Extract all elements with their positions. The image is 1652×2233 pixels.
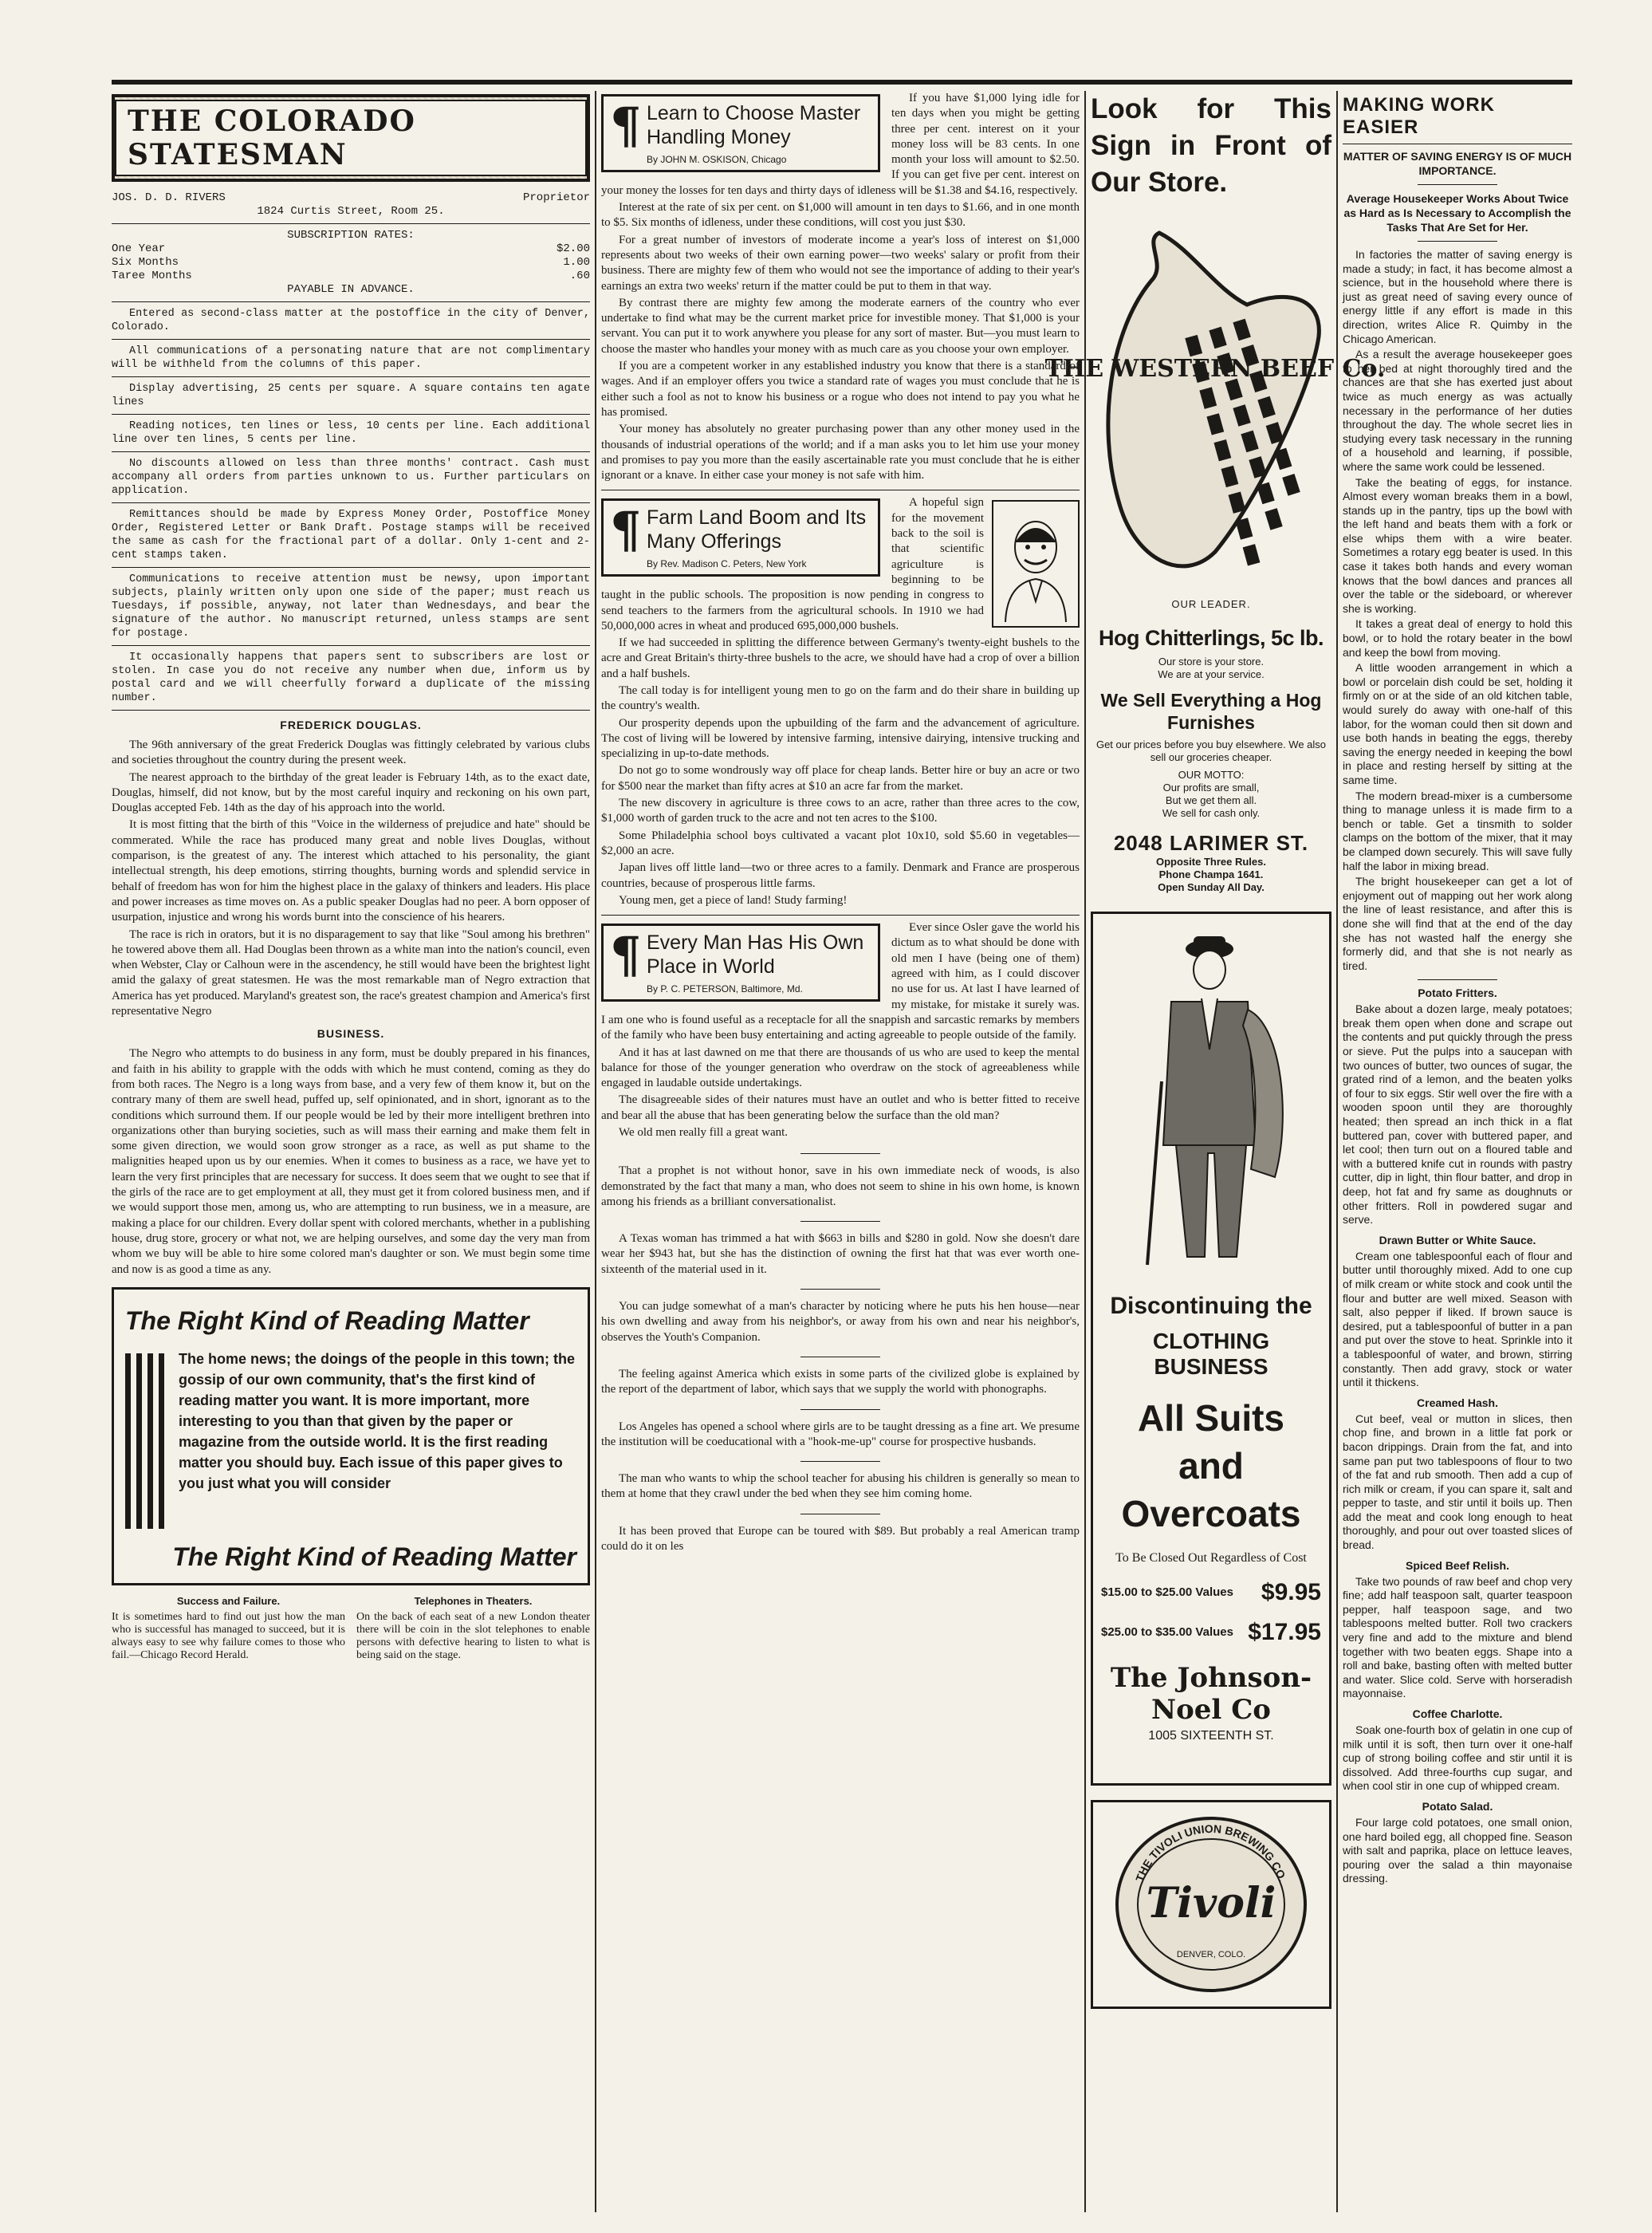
paragraph: If you are a competent worker in any established industry you know that there is a standard of wages. And if an employer offers you twice a standard rate of wages you must conclude that he is either such a fool as not to know his business or a rogue who does not intend to pay you what he has promised. (601, 360, 1080, 419)
rate-row (112, 270, 590, 283)
chitterlings-offer: Hog Chitterlings, 5c lb. (1098, 626, 1324, 650)
work-subheading: MATTER OF SAVING ENERGY IS OF MUCH IMPORTANCE. (1343, 150, 1572, 177)
column-articles (601, 91, 1080, 2212)
recipe-text: Cut beef, veal or mutton in slices, then chop fine, and brown in a little fat pork or bacon drippings. Drain from the fat, and into same pan put two tablespoons of flour to two of the fat and rub smooth. Then add a cup of rich milk or cream, if you can spare it, salt and pepper to taste, and stir until it boils up. Then add the meat and cook long enough to heat thoroughly, and pour out over toasted slices of bread. (1343, 1412, 1572, 1552)
rate-term: One Year (112, 242, 166, 255)
short-paragraph: The feeling against America which exists in some parts of the civilized globe is explained by the report of the department of labor, which says that we supply the world with phonographs. (601, 1367, 1080, 1396)
price-range: $15.00 to $25.00 Values (1101, 1585, 1233, 1599)
paragraph: The disagreeable sides of their natures must have an outlet and who is better fitted to receive and bear all the abuse that has been generating below the surface than the old man? (601, 1093, 1080, 1122)
paragraph: The call today is for intelligent young men to go on the farm and do their share in building up the country's wealth. (601, 683, 1080, 713)
notice: All communications of a personating nature that are not complimentary will be withheld from the columns of this paper. (112, 345, 590, 371)
paragraph: A little wooden arrangement in which a bowl or porcelain dish could be set, holding it firmly on or at the side of an old kitchen table, would surely do away with one-half of this labor, for the woman could then sit down and use both hands in beating the eggs, thereby saving the energy needed in keeping the bowl in place and resting herself by sitting at the same time. (1343, 661, 1572, 786)
work-article (1343, 248, 1572, 973)
pilcrow-icon: ¶ (610, 501, 642, 560)
prices-line: Get our prices before you buy elsewhere. We also sell our groceries cheaper. (1095, 738, 1327, 763)
recipes (1343, 987, 1572, 1886)
column-rule (1084, 91, 1086, 2212)
tivoli-ad (1091, 1800, 1331, 2009)
recipe-title: Coffee Charlotte. (1412, 1707, 1503, 1720)
reading-ad-body: The home news; the doings of the people in this town; the gossip of our own community, that's the first kind of reading matter you want. It is more important, more interesting to you than that given by the paper or magazine from the outside world. It is the first reading matter you should buy. Each issue of this paper gives to you just what you will consider (179, 1350, 575, 1491)
publisher-role: Proprietor (522, 191, 590, 204)
paragraph: Take the beating of eggs, for instance. Almost every woman breaks them in a bowl, stands up in the pantry, tips up the bowl with the left hand and beats them with a fork or else whips them with a wire beater. Sometimes a rotary egg beater is used. In this case it takes both hands and every woman knows that the bowl dances and prances all over the table or the sideboard, or wherever she is working. (1343, 475, 1572, 615)
paragraph: Interest at the rate of six per cent. on $1,000 will amount in ten days to $1.66, and in one month to $5. Six months of idleness, under these conditions, will cost you just $30. (601, 201, 1080, 230)
short-paragraph: Los Angeles has opened a school where girls are to be taught dressing as a fine art. We presume the institution will be coeducational with a "hook-me-up" course for prospective husbands. (601, 1420, 1080, 1448)
douglas-article (112, 738, 590, 1019)
reading-ad-title-2: The Right Kind of Reading Matter (172, 1542, 576, 1571)
address-line: Opposite Three Rules. (1156, 856, 1266, 868)
closed-out: To Be Closed Out Regardless of Cost (1115, 1551, 1307, 1565)
recipe-title: Spiced Beef Relish. (1406, 1558, 1509, 1572)
paragraph: Some Philadelphia school boys cultivated a vacant plot 10x10, sold $5.60 in vegetables—$2,000 an acre. (601, 829, 1080, 857)
paragraph: The bright housekeeper can get a lot of enjoyment out of mapping out her work along the line of least resistance, and after this is done she will find that at the end of the day she has not wasted half the energy she formerly did, and that she is not nearly as tired. (1343, 875, 1572, 972)
paragraph: It takes a great deal of energy to hold this bowl, or to hold the rotary beater in the bowl and keep the bowl from moving. (1343, 617, 1572, 659)
telephones-item (356, 1595, 590, 1662)
clothing-line-2: CLOTHING BUSINESS (1152, 1329, 1270, 1379)
sign-text: THE WESTERN BEEF Co. (1044, 355, 1386, 383)
notice: It occasionally happens that papers sent to subscribers are lost or stolen. In case you do not receive any number when due, inform us by postal card and we will cheerfully forward a duplicate of the missing number. (112, 652, 590, 704)
motto-line: Our profits are small, (1162, 782, 1260, 794)
motto-heading: OUR MOTTO: (1178, 769, 1245, 781)
store-line: We are at your service. (1158, 668, 1265, 680)
paragraph: Young men, get a piece of land! Study farming! (619, 893, 848, 907)
paragraph: Your money has absolutely no greater purchasing power than any other money used in the thousands of industrial operations of the world; and if a man asks you to let him use your money and promises to pay you more than the easily ascertainable rate you must conclude that he is either ignorant or a knave. In either case your money is not safe with him. (601, 423, 1080, 482)
short-paragraphs (601, 1153, 1080, 1554)
subscription-rates (112, 242, 590, 283)
telephones-body: On the back of each seat of a new London theater there will be coin in the slot telephones to enable persons with defective hearing to listen to what is being said on the stage. (356, 1610, 590, 1661)
rate-row (112, 256, 590, 270)
paragraph: The new discovery in agriculture is three cows to an acre, rather than three acres to the cow, $1,000 worth of garden truck to the acre and not ten acres to the $100. (601, 797, 1080, 825)
paragraph: The 96th anniversary of the great Frederick Douglas was fittingly celebrated by various clubs and societies throughout the country during the present week. (112, 738, 590, 767)
farm-title-box (601, 498, 880, 577)
rate-price: 1.00 (563, 256, 590, 269)
money-title-box (601, 94, 880, 172)
paragraph: By contrast there are mighty few among the moderate earners of the country who ever undertake to find what may be the current market price for investible money. That $1,000 is your servant. You can put it to work anywhere you please for any sort of master. But—you must learn to choose the master who handles your money with as much care as you choose your own employer. (601, 296, 1080, 356)
column-rule (1336, 91, 1338, 2212)
price-range: $25.00 to $35.00 Values (1101, 1625, 1233, 1639)
clothing-line-1: Discontinuing the (1110, 1293, 1312, 1319)
rate-price: .60 (569, 270, 590, 282)
column-ads (1044, 91, 1386, 2212)
short-paragraph: The man who wants to whip the school teacher for abusing his children is generally so mean to them at home that they crawl under the bed when they see him coming home. (601, 1472, 1080, 1501)
sell-everything: We Sell Everything a Hog Furnishes (1100, 690, 1322, 733)
paragraph: In factories the matter of saving energy is made a study; in fact, it has become almost a science, but in the household where there is just as great need of saving every ounce of energy little if any effort is made in this direction, writes Alice R. Quimby in the Chicago American. (1343, 248, 1572, 345)
paragraph: The modern bread-mixer is a cumbersome thing to manage unless it is made firm to a bench or table. Get a tinsmith to solder clamps on the bottom of the mixer, that it may be clamped down securely. This will save fully half the labor in mixing bread. (1343, 789, 1572, 872)
notices (112, 307, 590, 711)
success-title: Success and Failure. (176, 1594, 281, 1607)
paragraph: Ever since Osler gave the world his dictum as to what should be done with old men I have (being one of them) agreed with him, as I could discover no use for us. At last I have learned of my mistake, for mistake it surely was. I am one who is found useful as a receptacle for all the snappish and sarcastic remarks by members of the family who have been busy entertaining and acting agreeable to people outside of the family. (601, 921, 1080, 1042)
work-deck: Average Housekeeper Works About Twice as Hard as Is Necessary to Accomplish the Tasks That Are Set for Her. (1343, 192, 1571, 234)
payable-notice: PAYABLE IN ADVANCE. (287, 283, 415, 296)
money-byline: By JOHN M. OSKISON, Chicago (647, 154, 787, 165)
paragraph: Our prosperity depends upon the upbuilding of the farm and the advancement of agriculture. The cost of living will be lowered by intensive farming, intensive dairying, intensive trucking and specializing in up-to-date methods. (601, 716, 1080, 761)
business-heading: BUSINESS. (317, 1027, 385, 1041)
success-item (112, 1595, 345, 1662)
business-article (112, 1046, 590, 1277)
beef-ad-headline: Look for This Sign in Front of Our Store. (1091, 93, 1331, 198)
short-paragraph: A Texas woman has trimmed a hat with $663 in bills and $280 in gold. Now she doesn't dare wear her $943 hat, but she has the distinction of owning the first hat that was ever worth one-sixteenth of the material used in it. (601, 1232, 1080, 1276)
gentleman-illustration (1101, 922, 1321, 1273)
recipe-title: Creamed Hash. (1417, 1396, 1498, 1409)
address-line: Phone Champa 1641. (1158, 868, 1264, 880)
address-line: Open Sunday All Day. (1158, 881, 1265, 893)
top-rule (112, 80, 1572, 85)
recipe-text: Soak one-fourth box of gelatin in one cup of milk until it is soft, then turn over it one-half cup of strong boiling coffee and stir until it is dissolved. Add three-fourths cup sugar, and when cool stir in one cup of whipped cream. (1343, 1723, 1572, 1793)
newspaper-page (112, 80, 1572, 2217)
work-heading: MAKING WORK EASIER (1343, 94, 1495, 138)
money-title: Learn to Choose Master Handling Money (647, 102, 861, 148)
douglas-heading: FREDERICK DOUGLAS. (280, 719, 422, 731)
success-body: It is sometimes hard to find out just how the man who is successful has managed to succeed, but it is always easy to see why failure comes to those who fail.—Chicago Record Herald. (112, 1610, 345, 1661)
tivoli-brand: Tivoli (1146, 1879, 1276, 1928)
portrait-illustration (992, 500, 1080, 628)
bars-decoration (125, 1349, 164, 1529)
sale-price: $9.95 (1261, 1579, 1321, 1605)
farm-byline: By Rev. Madison C. Peters, New York (647, 558, 807, 570)
recipe-text: Four large cold potatoes, one small onion, one hard boiled egg, all chopped fine. Season with salt and paprika, place on lettuce leaves, pouring over the salad a thin mayonaise dressing. (1343, 1815, 1572, 1885)
reading-ad-title: The Right Kind of Reading Matter (125, 1306, 529, 1335)
everyman-title: Every Man Has His Own Place in World (647, 931, 864, 979)
store-line: Our store is your store. (1158, 656, 1265, 668)
short-paragraph: You can judge somewhat of a man's character by noticing where he puts his hen house—near his own dwelling and away from his neighbor's, or away from his own and near his neighbor's, observes the Youth's Companion. (601, 1300, 1080, 1344)
paragraph: If we had succeeded in splitting the difference between Germany's twenty-eight bushels to the acre and Great Britain's thirty-three bushels to the acre, we should have had a crop of over a billion and a half bushels. (601, 636, 1080, 680)
column-rule (595, 91, 596, 2212)
beef-address: 2048 LARIMER ST. (1113, 831, 1309, 855)
farm-title: Farm Land Boom and Its Many Offerings (647, 506, 867, 553)
store-name: The Johnson-Noel Co (1110, 1662, 1312, 1726)
masthead-title: THE COLORADO STATESMAN (115, 100, 587, 176)
column-editorial (112, 91, 590, 2212)
notice: Remittances should be made by Express Money Order, Postoffice Money Order, Registered Letter or Bank Draft. Postage stamps will be received the same as cash for the fractional part of a dollar. Only 1-cent and 2-cent stamps taken. (112, 509, 590, 561)
sale-price: $17.95 (1248, 1619, 1321, 1645)
short-paragraph: It has been proved that Europe can be toured with $89. But probably a real American tramp could do it on les (601, 1524, 1080, 1554)
recipe-text: Take two pounds of raw beef and chop very fine; add half teaspoon salt, quarter teaspoon pepper, half teaspoon sage, and two tablespoons melted butter. Roll two crackers very fine and add to the mixture and blend together with two beaten eggs. Shape into a roll and bake, basting often with melted butter and water. Slice cold. Serve with horseradish mayonnaise. (1343, 1574, 1572, 1700)
paragraph: The race is rich in orators, but it is no disparagement to say that like "Soul among his brethren" he towered above them all. Had Douglas been thrown as a white man into the nation's council, even when Webster, Clay or Calhoun were in the ascendency, he still would have been the brightest light amid the galaxy of great statesmen. He was the most remarkable man of Negro extraction that America has yet produced. Maryland's greatest son, the race's greatest champion and America's first representative Negro (112, 927, 590, 1018)
paragraph: We old men really fill a great want. (619, 1126, 789, 1139)
notice: No discounts allowed on less than three months' contract. Cash must accompany all orders from parties unknown to us. Further particulars on application. (112, 458, 590, 497)
price-offer (1101, 1579, 1321, 1606)
everyman-title-box (601, 924, 880, 1002)
notice: Communications to receive attention must be newsy, upon important subjects, plainly written only upon one side of the paper; must reach us Tuesdays, if possible, anyway, not later than Wednesdays, and bear the signature of the author. No manuscript returned, unless stamps are sent for postage. (112, 573, 590, 640)
ham-sign-illustration (1044, 217, 1386, 592)
paragraph: The Negro who attempts to do business in any form, must be doubly prepared in his finances, and faith in his ability to grapple with the odds with which he must contend, coming as they do from both races. The Negro is a long ways from base, and a very few of them know it, but on the contrary many of them are swell head, puffed up, self opinionated, and in short, ignorant as to the conditions which surround them. If our people would be led by their more intelligent brethren into organizations other than burying societies, such as will mass their earning and make them felt in some given direction, we would soon grow stronger as a race, as well as put shame to the malignities heaped upon us by our enemies. When it comes to business as a race, we have yet to learn the very first principles that are necessary for success. It does seem that we ought to see that if the girls of the race are to get employment at all, they must get it from colored business men, and if we would support those men, among us, who are attempting to run business, we in a measure, are making a place for our children. Every dollar spent with colored merchants, whether in a publishing house, drug store, grocery or what not, we are helping ourselves, and some day the very man from whom we buy will be able to hire some colored man's daughter or son. We must begin some time and now is as good a time as any. (112, 1047, 590, 1276)
paragraph: If you have $1,000 lying idle for ten days when you might be getting three per cent. interest on it your money loss will be 83 cents. In one month your loss will amount to $2.50. If you can get five per cent. interest on your money the losses for ten days and thirty days of idleness will be $1.38 and $4.16, respectively. (601, 92, 1080, 197)
motto-line: We sell for cash only. (1162, 807, 1261, 819)
tivoli-city: DENVER, COLO. (1176, 1950, 1246, 1959)
rate-price: $2.00 (556, 242, 590, 255)
subscription-heading: SUBSCRIPTION RATES: (287, 229, 415, 242)
clothing-headline: All Suits and Overcoats (1121, 1397, 1301, 1534)
paragraph: The nearest approach to the birthday of the great leader is February 14th, as to the exact date, Douglas, himself, did not know, but by the most careful inquiry and reckoning on his own part, Douglas accepted Feb. 14th as the day of his approach into the world. (112, 770, 590, 815)
publisher-name: JOS. D. D. RIVERS (112, 191, 226, 204)
pilcrow-icon: ¶ (610, 926, 642, 985)
masthead (112, 94, 590, 182)
rate-row (112, 242, 590, 256)
publisher-line (112, 191, 590, 205)
rate-term: Taree Months (112, 270, 192, 282)
rate-term: Six Months (112, 256, 179, 269)
short-paragraph: That a prophet is not without honor, save in his own immediate neck of woods, is also demonstrated by the fact that many a man, who does not seem to shine in his own home, is known among his friends as a brilliant conversationalist. (601, 1164, 1080, 1208)
beef-ad-leader: OUR LEADER. (1171, 598, 1251, 610)
recipe-text: Cream one tablespoonful each of flour and butter until thoroughly mixed. Add to one cup of milk cream or white stock and cook until the flour and butter are well mixed. Season with salt, also pepper if liked. If brown sauce is desired, put a tablespoonful of butter in a pan and put over the stove to heat. Sprinkle into it a tablespoonful of water, and brown, stirring constantly. Then add gravy, stock or water until it thickens. (1343, 1249, 1572, 1389)
publisher-address: 1824 Curtis Street, Room 25. (257, 205, 445, 218)
motto-line: But we get them all. (1165, 794, 1257, 806)
notice: Entered as second-class matter at the postoffice in the city of Denver, Colorado. (112, 308, 590, 333)
telephones-title: Telephones in Theaters. (414, 1594, 533, 1607)
paragraph: For a great number of investors of moderate income a year's loss of interest on $1,000 represents about two weeks of their own earning power—two weeks' salary or profit from their business. There are mighty few of them who would not see the importance of adding to their year's earnings an extra two weeks' return if the matter could be put to them in that way. (601, 233, 1080, 293)
paragraph: Japan lives off little land—two or three acres to a family. Denmark and France are prosperous countries, because of prosperous little farms. (601, 861, 1080, 890)
recipe-title: Potato Salad. (1422, 1799, 1493, 1813)
recipe-text: Bake about a dozen large, mealy potatoes; break them open when done and scrape out the contents and put quickly through the press or sieve. Put the pulps into a saucepan with two ounces of butter, two ounces of sugar, the grated rind of a lemon, and the beaten yolks of four to six eggs. Stir well over the fire with a wooden spoon until they are thoroughly heated; then spread an inch thick in a flat buttered pan, cover with buttered paper, and let cool; then turn out on a floured table and with a buttered knife cut in rounds with pastry cutter, dip in light, thin flour batter, and drop in deep, hot fat and fry same as doughnuts or other fritters. Roll in powdered sugar and serve. (1343, 1002, 1572, 1227)
notice: Reading notices, ten lines or less, 10 cents per line. Each additional line over ten lines, 5 cents per line. (112, 420, 590, 446)
paragraph: Do not go to some wondrously way off place for cheap lands. Better hire or buy an acre or two for $500 near the market than fifty acres at $10 an acre far from the market. (601, 764, 1080, 793)
reading-matter-ad (112, 1287, 590, 1585)
pilcrow-icon: ¶ (610, 96, 642, 155)
paragraph: And it has at last dawned on me that there are thousands of us who are used to keep the mental balance for those of the younger generation who overdraw on the stock of agreeableness while engaged in laudable outside undertakings. (601, 1046, 1080, 1090)
recipe-title: Drawn Butter or White Sauce. (1379, 1233, 1536, 1246)
paragraph: As a result the average housekeeper goes to her bed at night thoroughly tired and the chances are that she has exerted just about twice as much energy as was actually necessary in the performance of her duties throughout the day. The whole secret lies in studying every task necessary in the running of a household and learning, if possible, where the same work could be lessened. (1343, 348, 1572, 473)
price-offer (1101, 1619, 1321, 1646)
short-items (112, 1595, 590, 1662)
paragraph: It is most fitting that the birth of this "Voice in the wilderness of prejudice and hate" should be commerated. While the race has produced many great and noble lives Douglas, without comparison, is the greatest of any. The interest which attached to his personality, the giant intellectual strength, his deep emotions, stirring thoughts, burning words and splendid service in behalf of freedom has won for him the highest place in the galaxy of thinkers and leaders. His place and power increases as time moves on. As a public speaker Douglas had no peer. A born opposer of usurpation, injustice and wrong his words burnt into the conscience of his hearers. (112, 818, 590, 924)
column-household (1343, 91, 1572, 2212)
recipe-title: Potato Fritters. (1418, 987, 1497, 1000)
notice: Display advertising, 25 cents per square. A square contains ten agate lines (112, 383, 590, 408)
clothing-ad (1091, 912, 1331, 1786)
store-address: 1005 SIXTEENTH ST. (1148, 1729, 1274, 1743)
tivoli-ring-text: THE TIVOLI UNION BREWING CO. (1133, 1821, 1290, 1884)
paragraph: A hopeful sign for the movement back to the soil is that scientific agriculture is beginning to be taught in the public schools. The proposition is now pending in congress to send teachers to the farmers from the agricultural schools. In 1910 we had 50,000,000 acres in wheat and produced 695,000,000 bushels. (601, 496, 984, 632)
everyman-byline: By P. C. PETERSON, Baltimore, Md. (647, 983, 803, 995)
